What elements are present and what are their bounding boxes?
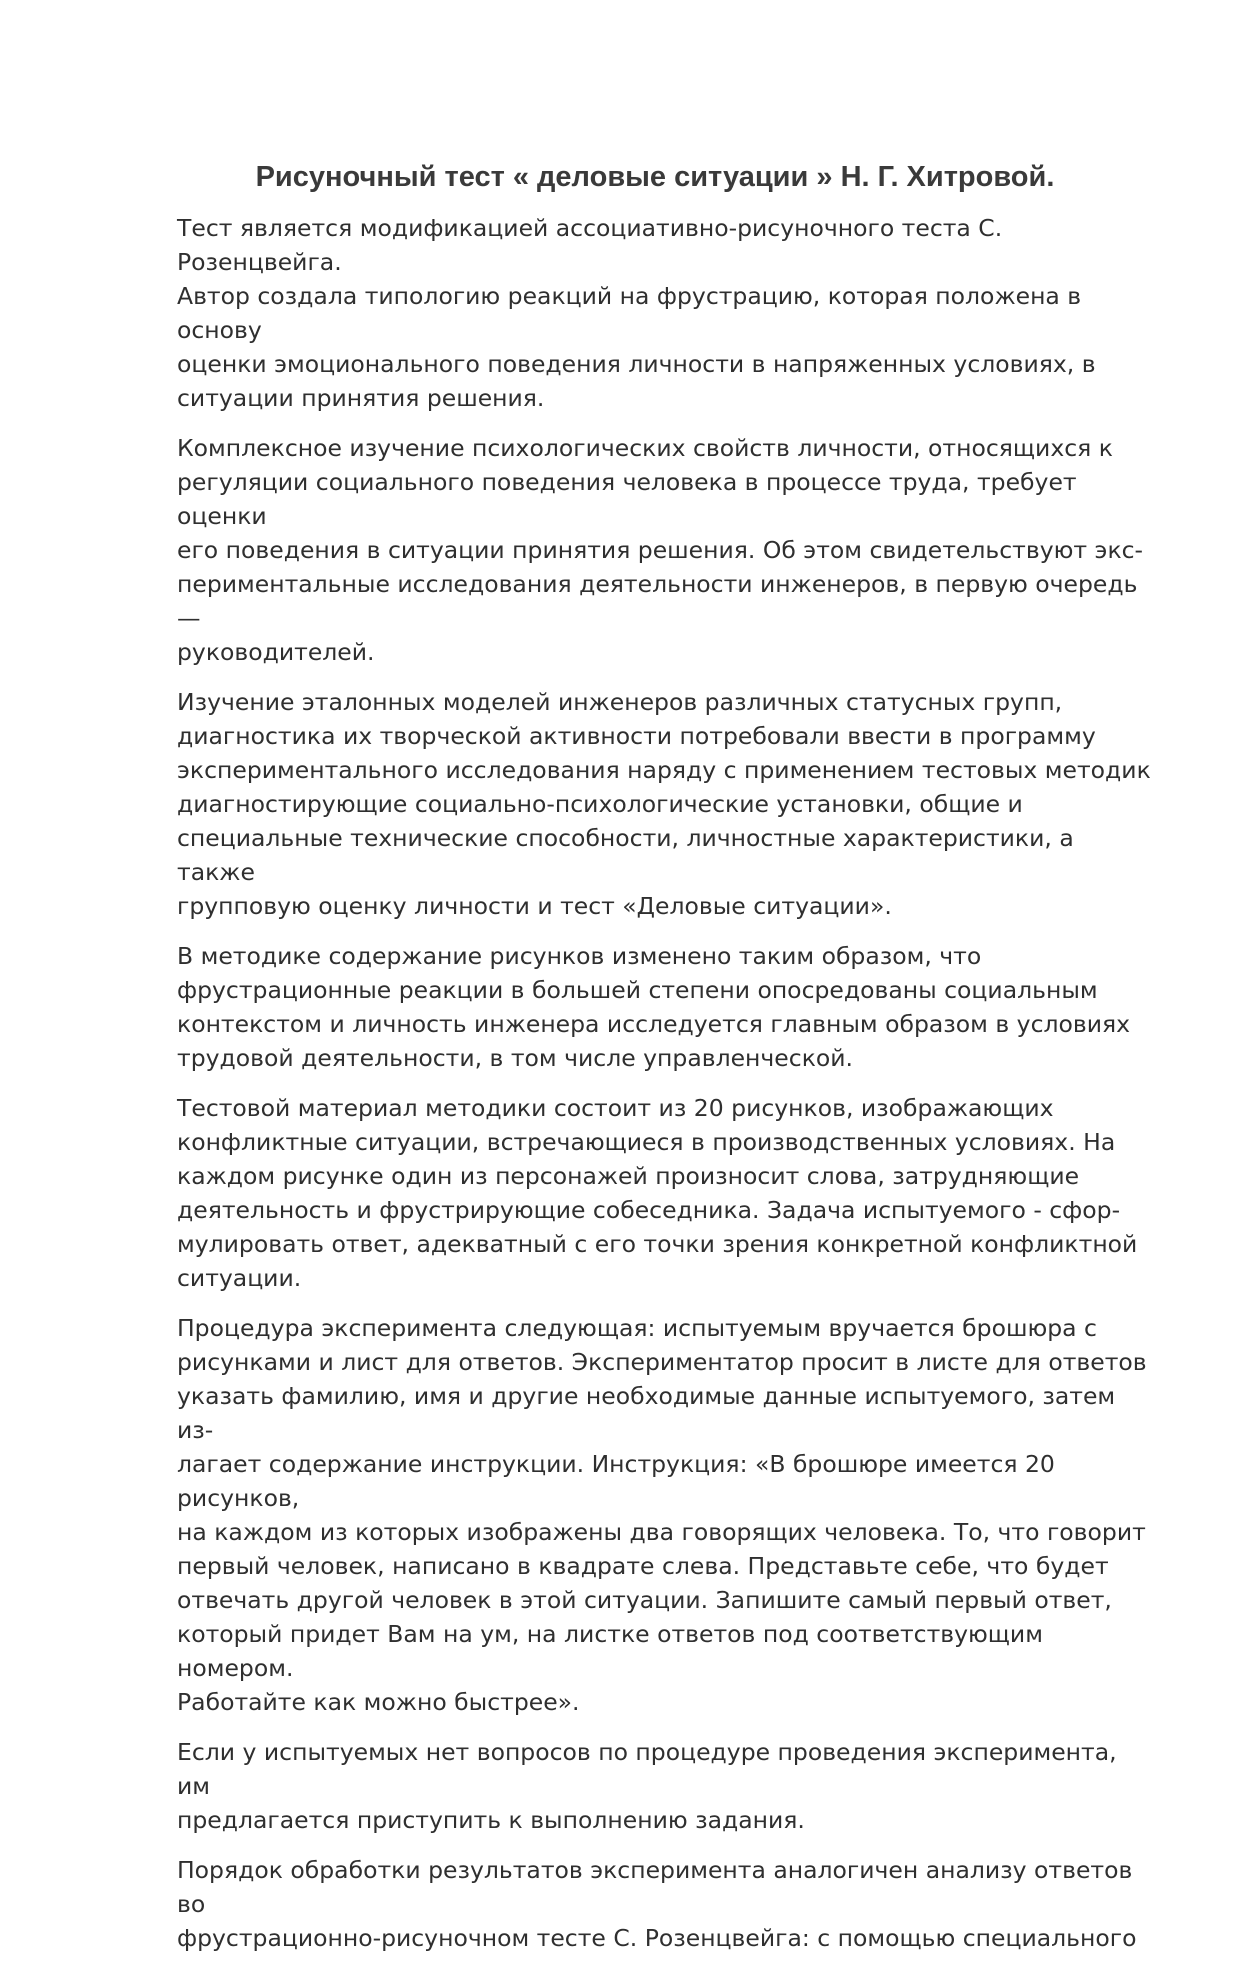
paragraph: Тест является модификацией ассоциативно-рисуночного теста С. Розенцвейга. Автор создала типологию реакций на фрустрацию, которая положена в основу оценки эмоционального поведения личности в напряженных условиях, в ситуации принятия решения. [177,214,1096,412]
paragraph: Если у испытуемых нет вопросов по процедуре проведения эксперимента, им предлагается приступить к выполнению задания. [177,1738,1117,1834]
paragraph: Тестовой материал методики состоит из 20 рисунков, изображающих конфликтные ситуации, встречающиеся в производственных условиях. На каждом рисунке один из персонажей произносит слова, затрудняющие деятельность и фрустрирующие собеседника. Задача испытуемого - сфор- мулировать ответ, адекватный с его точки зрения конкретной конфликтной ситуации. [177,1094,1138,1292]
paragraph: Процедура эксперимента следующая: испытуемым вручается брошюра с рисунками и лист для ответов. Экспериментатор просит в листе для ответов указать фамилию, имя и другие необходимые данные испытуемого, затем из- лагает содержание инструкции. Инструкция: «В брошюре имеется 20 рисунков, на каждом из которых изображены два говорящих человека. То, что говорит первый человек, написано в квадрате слева. Представьте себе, что будет отвечать другой человек в этой ситуации. Запишите самый первый ответ, который придет Вам на ум, на листке ответов под соответствующим номером. Работайте как можно быстрее». [177,1314,1147,1716]
paragraph: Комплексное изучение психологических свойств личности, относящихся к регуляции социального поведения человека в процессе труда, требует оценки его поведения в ситуации принятия решения. Об этом свидетельствуют экс- периментальные исследования деятельности инженеров, в первую очередь — руководителей. [177,434,1144,666]
document-body [177,211,1152,1971]
paragraph: Изучение эталонных моделей инженеров различных статусных групп, диагностика их творческой активности потребовали ввести в программу экспериментального исследования наряду с применением тестовых методик диагностирующие социально-психологические установки, общие и специальные технические способности, личностные характеристики, а также групповую оценку личности и тест «Деловые ситуации». [177,688,1151,920]
paragraph: В методике содержание рисунков изменено таким образом, что фрустрационные реакции в большей степени опосредованы социальным контекстом и личность инженера исследуется главным образом в условиях трудовой деятельности, в том числе управленческой. [177,942,1131,1072]
document-title: Рисуночный тест « деловые ситуации » Н. Г. Хитровой. [255,161,1055,193]
paragraph: Порядок обработки результатов эксперимента аналогичен анализу ответов во фрустрационно-рисуночном тесте С. Розенцвейга: с помощью специального [177,1856,1137,1952]
